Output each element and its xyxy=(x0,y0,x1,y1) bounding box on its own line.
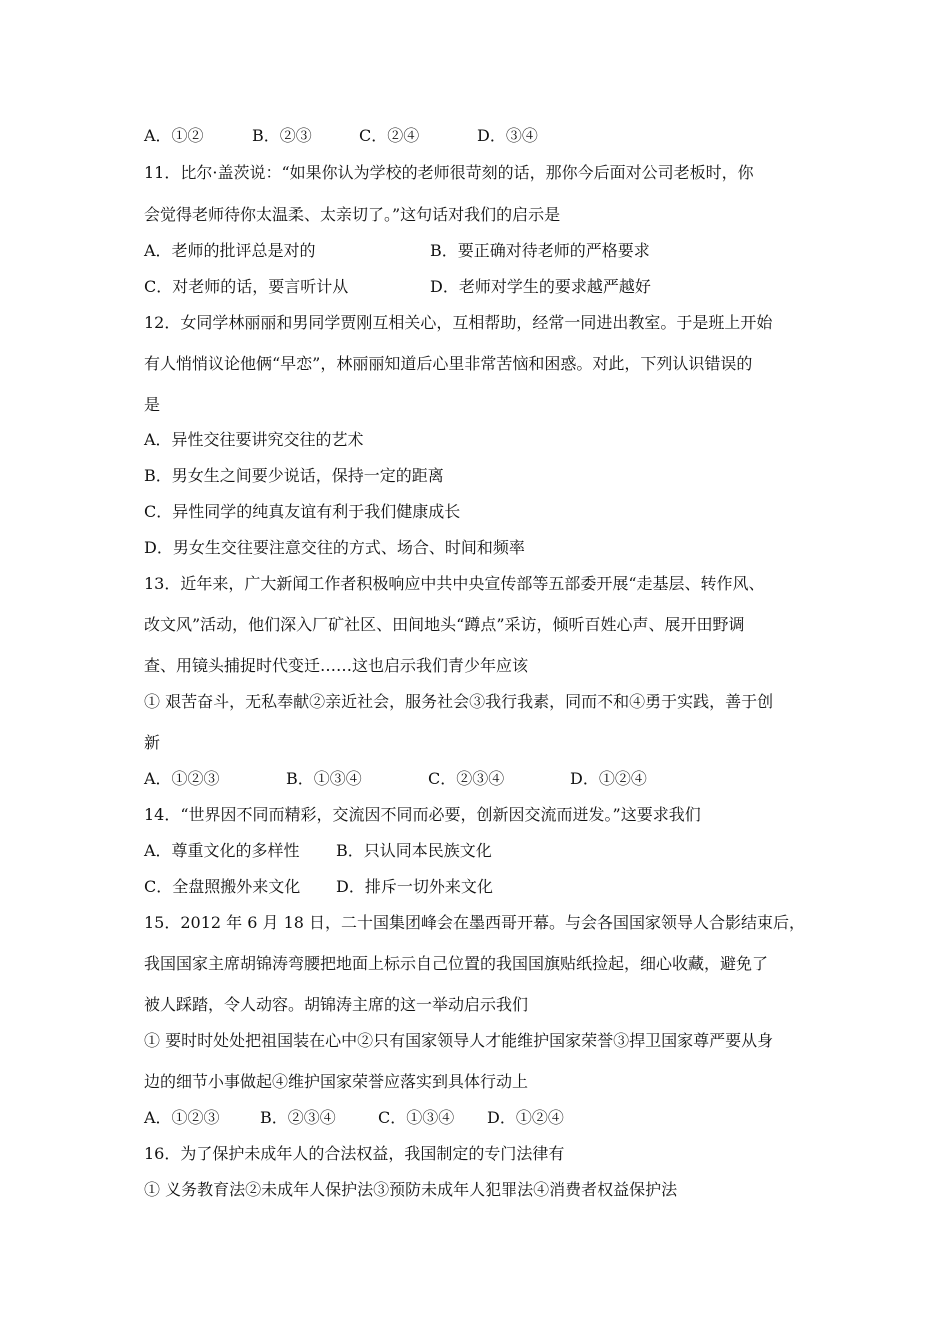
q11-stem-line-1: 11．比尔·盖茨说：“如果你认为学校的老师很苛刻的话，那你今后面对公司老板时，你 xyxy=(144,163,754,182)
q14-option-c: C．全盘照搬外来文化 xyxy=(144,877,301,896)
q12-option-a: A．异性交往要讲究交往的艺术 xyxy=(144,430,364,449)
q13-option-b: B．①③④ xyxy=(286,769,362,788)
q12-stem-line-1: 12．女同学林丽丽和男同学贾刚互相关心，互相帮助，经常一同进出教室。于是班上开始 xyxy=(144,313,773,332)
q15-option-a: A．①②③ xyxy=(144,1108,220,1127)
q10-option-a: A．①② xyxy=(144,126,204,145)
q13-stem-line-1: 13．近年来，广大新闻工作者积极响应中共中央宣传部等五部委开展“走基层、转作风、 xyxy=(144,574,765,593)
q10-option-c: C．②④ xyxy=(359,126,420,145)
q16-items-line-1: ① 义务教育法②未成年人保护法③预防未成年人犯罪法④消费者权益保护法 xyxy=(144,1180,678,1199)
q13-stem-line-3: 查、用镜头捕捉时代变迁……这也启示我们青少年应该 xyxy=(144,656,529,675)
q12-option-c: C．异性同学的纯真友谊有利于我们健康成长 xyxy=(144,502,461,521)
q15-option-c: C．①③④ xyxy=(378,1108,455,1127)
q15-stem-line-1: 15．2012 年 6 月 18 日，二十国集团峰会在墨西哥开幕。与会各国国家领导人合影结束后， xyxy=(144,913,806,932)
q13-items-line-2: 新 xyxy=(144,733,161,752)
q13-stem-line-2: 改文风”活动，他们深入厂矿社区、田间地头“蹲点”采访，倾听百姓心声、展开田野调 xyxy=(144,615,745,634)
q15-stem-line-2: 我国国家主席胡锦涛弯腰把地面上标示自己位置的我国国旗贴纸捡起，细心收藏，避免了 xyxy=(144,954,769,973)
q14-option-a: A．尊重文化的多样性 xyxy=(144,841,300,860)
q12-option-d: D．男女生交往要注意交往的方式、场合、时间和频率 xyxy=(144,538,525,557)
q13-option-c: C．②③④ xyxy=(428,769,505,788)
q16-stem: 16．为了保护未成年人的合法权益，我国制定的专门法律有 xyxy=(144,1144,565,1163)
q11-option-b: B．要正确对待老师的严格要求 xyxy=(430,241,650,260)
q14-stem: 14．“世界因不同而精彩，交流因不同而必要，创新因交流而迸发。”这要求我们 xyxy=(144,805,701,824)
q14-option-b: B．只认同本民族文化 xyxy=(336,841,492,860)
q10-option-b: B．②③ xyxy=(252,126,312,145)
q15-items-line-2: 边的细节小事做起④维护国家荣誉应落实到具体行动上 xyxy=(144,1072,529,1091)
q15-option-b: B．②③④ xyxy=(260,1108,336,1127)
q11-option-d: D．老师对学生的要求越严越好 xyxy=(430,277,651,296)
q15-option-d: D．①②④ xyxy=(487,1108,564,1127)
q11-stem-line-2: 会觉得老师待你太温柔、太亲切了。”这句话对我们的启示是 xyxy=(144,205,561,224)
q15-items-line-1: ① 要时时处处把祖国装在心中②只有国家领导人才能维护国家荣誉③捍卫国家尊严要从身 xyxy=(144,1031,774,1050)
q15-stem-line-3: 被人踩踏，令人动容。胡锦涛主席的这一举动启示我们 xyxy=(144,995,529,1014)
q13-items-line-1: ① 艰苦奋斗，无私奉献②亲近社会，服务社会③我行我素，同而不和④勇于实践，善于创 xyxy=(144,692,774,711)
q14-option-d: D．排斥一切外来文化 xyxy=(336,877,493,896)
q11-option-c: C．对老师的话，要言听计从 xyxy=(144,277,349,296)
q12-stem-line-3: 是 xyxy=(144,395,161,414)
q11-option-a: A．老师的批评总是对的 xyxy=(144,241,316,260)
q10-option-d: D．③④ xyxy=(477,126,538,145)
q13-option-a: A．①②③ xyxy=(144,769,220,788)
q12-stem-line-2: 有人悄悄议论他俩“早恋”，林丽丽知道后心里非常苦恼和困惑。对此，下列认识错误的 xyxy=(144,354,753,373)
q13-option-d: D．①②④ xyxy=(570,769,647,788)
q12-option-b: B．男女生之间要少说话，保持一定的距离 xyxy=(144,466,444,485)
